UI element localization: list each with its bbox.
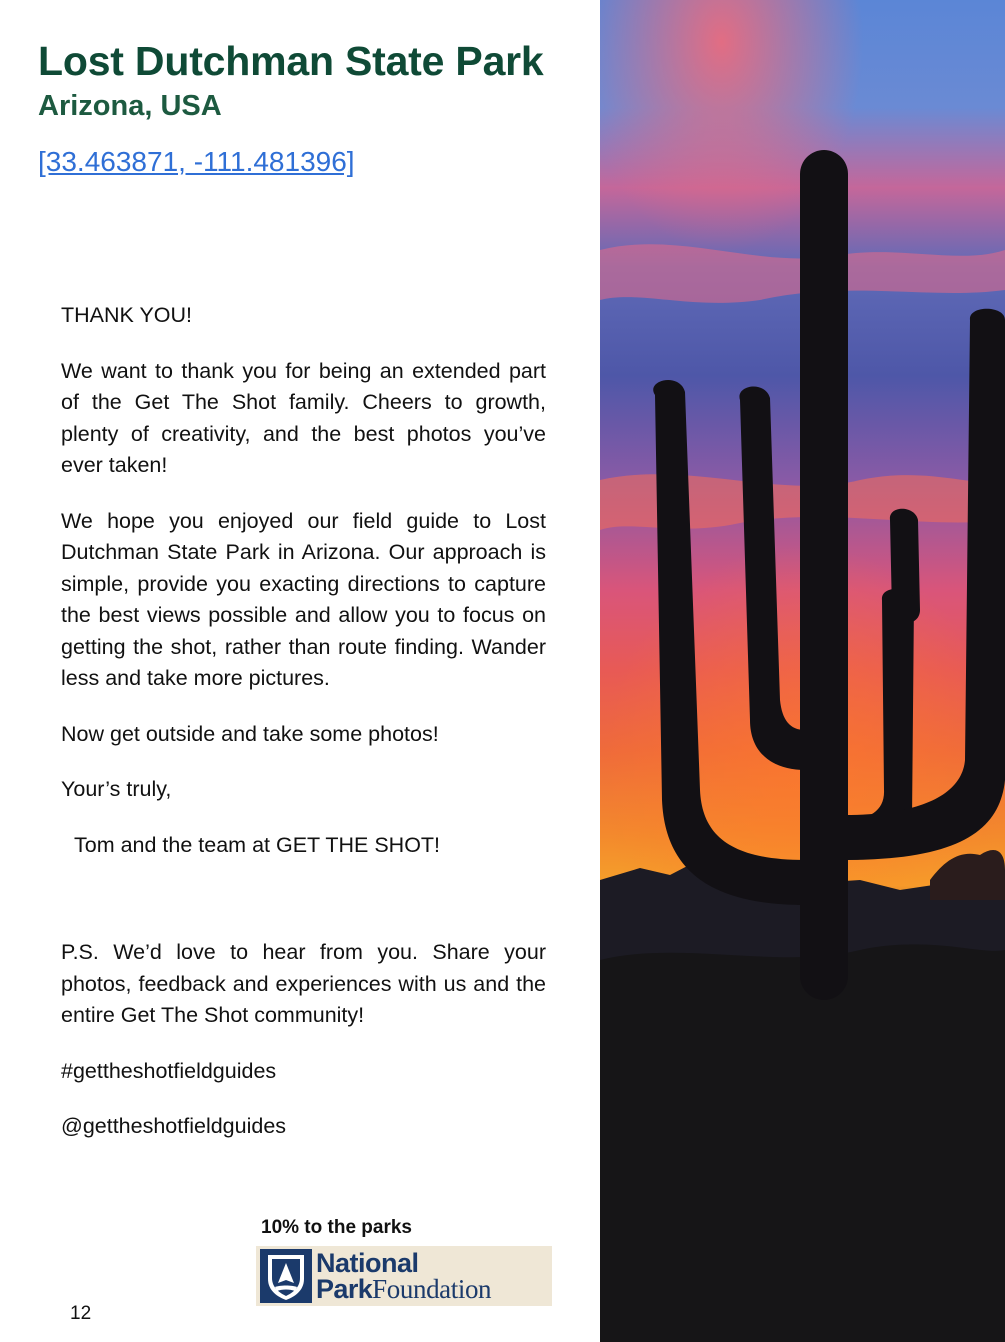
letter-heading: THANK YOU! — [61, 303, 193, 327]
letter-signature: Tom and the team at GET THE SHOT! — [74, 832, 441, 857]
location-subtitle: Arizona, USA — [38, 90, 222, 122]
social-handle: @gettheshotfieldguides — [61, 1114, 287, 1138]
coordinates-link[interactable]: [33.463871, -111.481396] — [38, 146, 355, 177]
logo-line-national: National — [316, 1248, 419, 1278]
page-number: 12 — [70, 1303, 92, 1324]
saguaro-sunset-photo — [600, 0, 1005, 1342]
letter-paragraph-2: We hope you enjoyed our field guide to Lost Dutchman State Park in Arizona. Our approach is simple, provide you exacting directions to capture the best views possible and allow you to focus on getting the shot, rather than route finding. Wander less and take more pictures. — [61, 508, 546, 690]
national-park-foundation-logo — [256, 1246, 552, 1306]
logo-word-foundation: Foundation — [372, 1274, 492, 1304]
arrowhead-shield-icon — [260, 1249, 312, 1303]
logo-wordmark — [316, 1250, 491, 1302]
letter-postscript: P.S. We’d love to hear from you. Share your photos, feedback and experiences with us and the entire Get The Shot community! — [61, 940, 546, 1027]
page-title: Lost Dutchman State Park — [38, 38, 544, 84]
letter-closing: Your’s truly, — [61, 777, 172, 801]
thank-you-letter — [61, 300, 546, 1167]
letter-paragraph-3: Now get outside and take some photos! — [61, 721, 439, 746]
letter-paragraph-1: We want to thank you for being an extended part of the Get The Shot family. Cheers to growth, plenty of creativity, and the best photos you’ve ever taken! — [61, 358, 546, 477]
hashtag: #gettheshotfieldguides — [61, 1058, 277, 1083]
logo-line-park-foundation — [316, 1276, 491, 1302]
logo-word-park: Park — [316, 1274, 373, 1304]
parks-donation-caption: 10% to the parks — [261, 1217, 412, 1238]
